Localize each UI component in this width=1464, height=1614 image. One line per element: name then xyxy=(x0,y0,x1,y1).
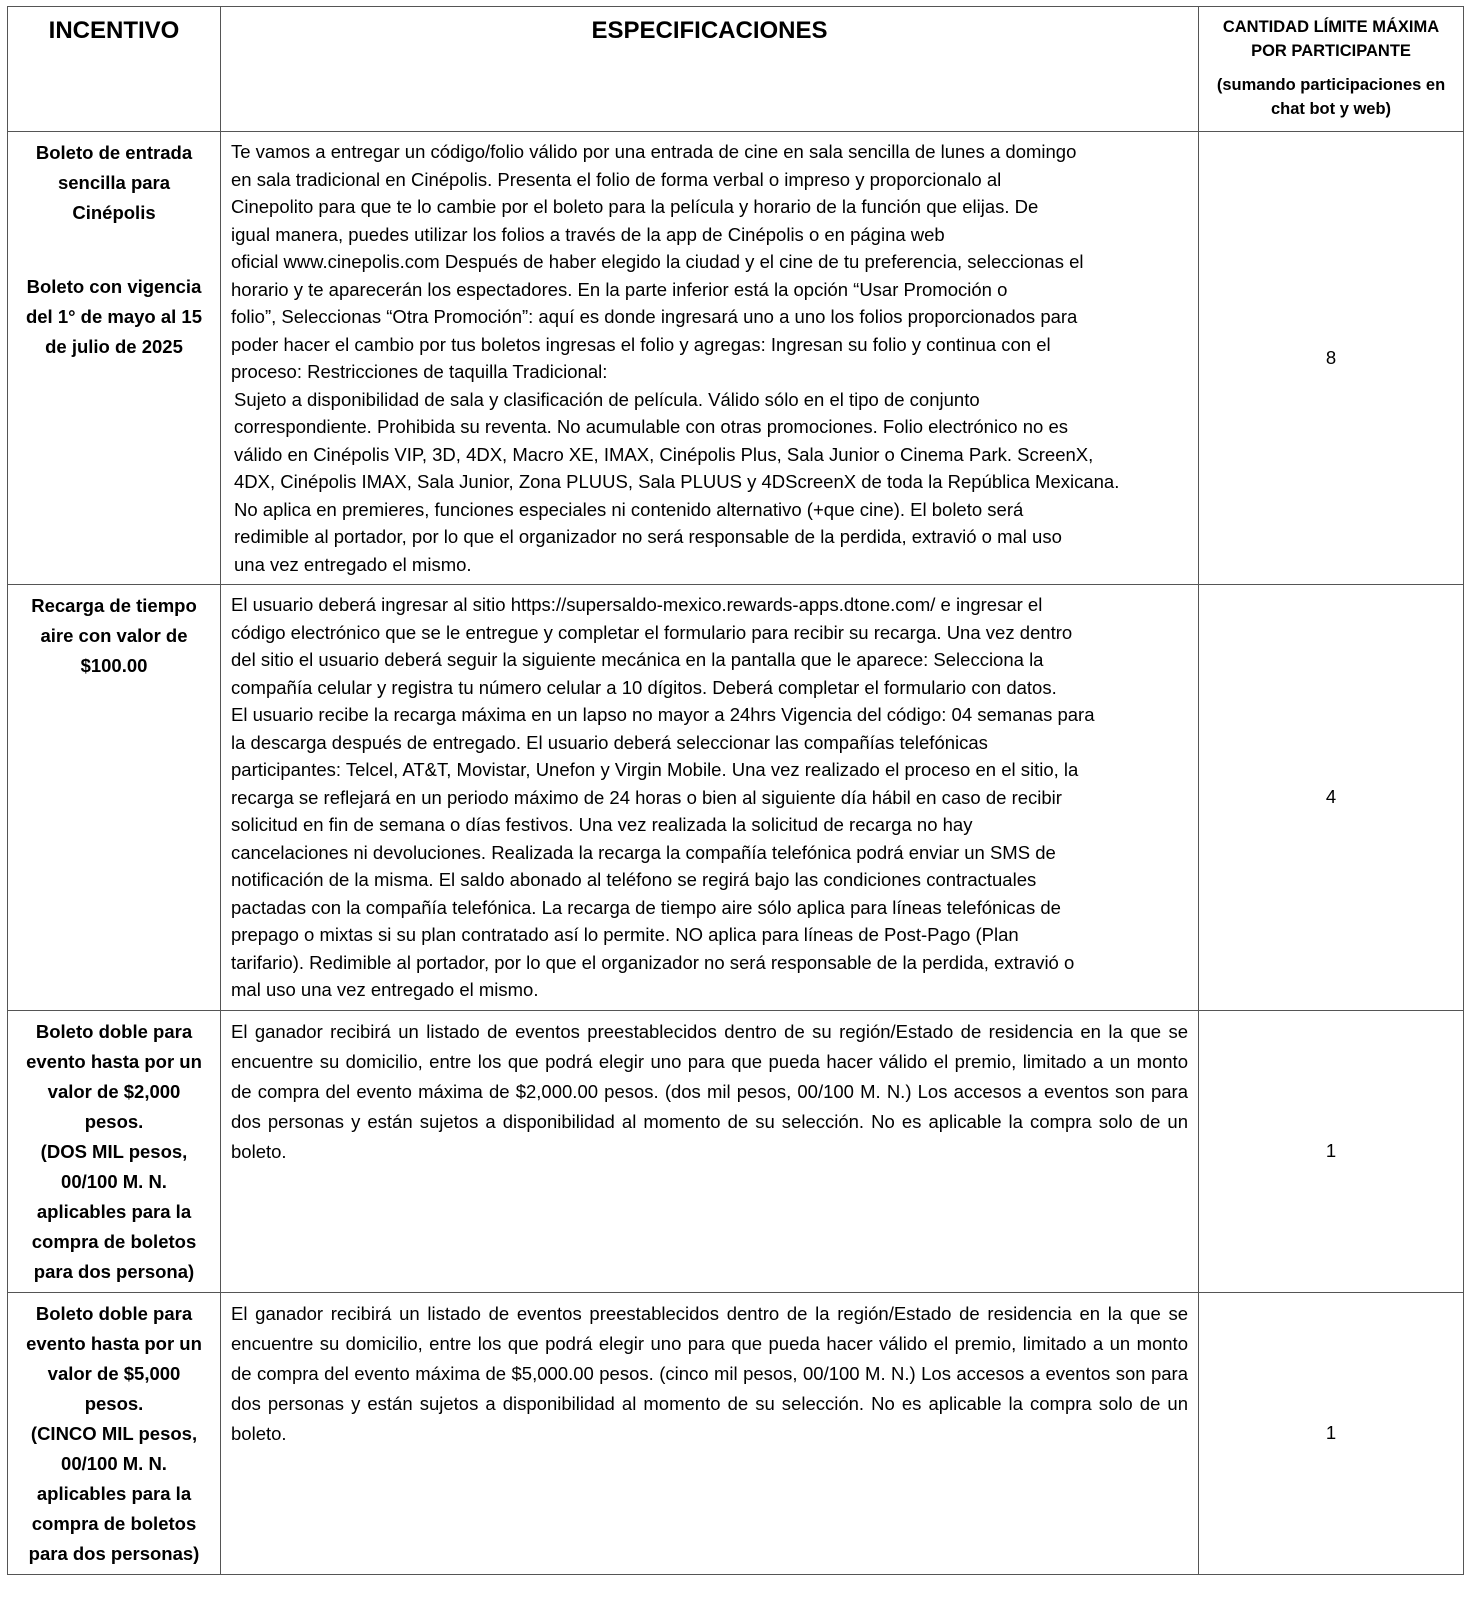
incentive-validity: Boleto con vigencia del 1° de mayo al 15 de julio de 2025 xyxy=(25,276,203,357)
incentive-cell xyxy=(8,1292,221,1574)
spec-cell xyxy=(221,1010,1199,1292)
table-row xyxy=(8,585,1464,1011)
spec-restrictions: Sujeto a disponibilidad de sala y clasificación de película. Válido sólo en el tipo de conjunto correspondiente. Prohibida su reventa. No acumulable con otras promociones. Folio electrónico no es válido en Cinépolis VIP, 3D, 4DX, Macro XE, IMAX, Cinépolis Plus, Sala Junior o Cinema Park. ScreenX, 4DX, Cinépolis IMAX, Sala Junior, Zona PLUUS, Sala PLUUS y 4DScreenX de toda la República Mexicana. No aplica en premieres, funciones especiales ni contenido alternativo (+que cine). El boleto será redimible al portador, por lo que el organizador no será responsable de la perdida, extravió o mal uso una vez entregado el mismo. xyxy=(234,388,1120,575)
spec-cell xyxy=(221,585,1199,1011)
spec-cell xyxy=(221,132,1199,585)
incentive-title: Recarga de tiempo aire con valor de $100.00 xyxy=(31,595,197,676)
table-row xyxy=(8,1292,1464,1574)
quantity-cell: 8 xyxy=(1199,132,1464,585)
spec-cell xyxy=(221,1292,1199,1574)
spec-text: El usuario deberá ingresar al sitio https://supersaldo-mexico.rewards-apps.dtone.com/ e ingresar el código electrónico que se le entregue y completar el formulario para recibir su recarga. Una vez dentro del sitio el usuario deberá seguir la siguiente mecánica en la pantalla que le aparece: Selecciona la compañía celular y registra tu número celular a 10 dígitos. Deberá completar el formulario con datos. El usuario recibe la recarga máxima en un lapso no mayor a 24hrs Vigencia del código: 04 semanas para la descarga después de entregado. El usuario deberá seleccionar las compañías telefónicas participantes: Telcel, AT&T, Movistar, Unefon y Virgin Mobile. Una vez realizado el proceso en el sitio, la recarga se reflejará en un periodo máximo de 24 horas o bien al siguiente día hábil en caso de recibir solicitud en fin de semana o días festivos. Una vez realizada la solicitud de recarga no hay cancelaciones ni devoluciones. Realizada la recarga la compañía telefónica podrá enviar un SMS de notificación de la misma. El saldo abonado al teléfono se regirá bajo las condiciones contractuales pactadas con la compañía telefónica. La recarga de tiempo aire sólo aplica para líneas telefónicas de prepago o mixtas si su plan contratado así lo permite. NO aplica para líneas de Post-Pago (Plan tarifario). Redimible al portador, por lo que el organizador no será responsable de la perdida, extravió o mal uso una vez entregado el mismo. xyxy=(231,594,1095,1000)
header-limit-note2: chat bot y web) xyxy=(1270,100,1392,118)
header-specs: ESPECIFICACIONES xyxy=(221,7,1199,132)
incentive-cell xyxy=(8,585,221,1011)
header-limit-line1: CANTIDAD LÍMITE MÁXIMA xyxy=(1222,18,1440,36)
incentive-note: (CINCO MIL pesos, 00/100 M. N. aplicables para la compra de boletos para dos personas) xyxy=(28,1422,200,1564)
header-limit xyxy=(1199,7,1464,132)
quantity-cell: 1 xyxy=(1199,1010,1464,1292)
table-row xyxy=(8,1010,1464,1292)
spec-text: El ganador recibirá un listado de eventos preestablecidos dentro de su región/Estado de residencia en la que se encuentre su domicilio, entre los que podrá elegir uno para que pueda hacer válido el premio, limitado a un monto de compra del evento máxima de $2,000.00 pesos. (dos mil pesos, 00/100 M. N.) Los accesos a eventos son para dos personas y están sujetos a disponibilidad al momento de su selección. No es aplicable la compra solo de un boleto. xyxy=(231,1020,1188,1162)
header-incentive: INCENTIVO xyxy=(8,7,221,132)
incentive-note: (DOS MIL pesos, 00/100 M. N. aplicables para la compra de boletos para dos persona) xyxy=(31,1140,197,1282)
incentive-title: Boleto doble para evento hasta por un valor de $5,000 pesos. xyxy=(26,1302,202,1414)
spec-text: El ganador recibirá un listado de eventos preestablecidos dentro de la región/Estado de residencia en la que se encuentre su domicilio, entre los que podrá elegir uno para que pueda hacer válido el premio, limitado a un monto de compra del evento máxima de $5,000.00 pesos. (cinco mil pesos, 00/100 M. N.) Los accesos a eventos son para dos personas y están sujetos a disponibilidad al momento de su selección. No es aplicable la compra solo de un boleto. xyxy=(231,1302,1188,1444)
quantity-cell: 1 xyxy=(1199,1292,1464,1574)
quantity-cell: 4 xyxy=(1199,585,1464,1011)
header-limit-note1: (sumando participaciones en xyxy=(1216,76,1446,94)
incentive-title: Boleto doble para evento hasta por un valor de $2,000 pesos. xyxy=(26,1020,202,1132)
table-row xyxy=(8,132,1464,585)
incentive-cell xyxy=(8,132,221,585)
incentive-title: Boleto de entrada sencilla para Cinépolis xyxy=(35,142,193,223)
header-limit-line2: POR PARTICIPANTE xyxy=(1251,42,1411,60)
header-row xyxy=(8,7,1464,132)
incentive-cell xyxy=(8,1010,221,1292)
spec-text: Te vamos a entregar un código/folio válido por una entrada de cine en sala sencilla de lunes a domingo en sala tradicional en Cinépolis. Presenta el folio de forma verbal o impreso y proporcionalo al Cinepolito para que te lo cambie por el boleto para la película y horario de la función que elijas. De igual manera, puedes utilizar los folios a través de la app de Cinépolis o en página web oficial www.cinepolis.com Después de haber elegido la ciudad y el cine de tu preferencia, seleccionas el horario y te aparecerán los espectadores. En la parte inferior está la opción “Usar Promoción o folio”, Seleccionas “Otra Promoción”: aquí es donde ingresará uno a uno los folios proporcionados para poder hacer el cambio por tus boletos ingresas el folio y agregas: Ingresan su folio y continua con el proceso: Restricciones de taquilla Tradicional: xyxy=(231,141,1084,382)
incentives-table xyxy=(7,6,1464,1575)
